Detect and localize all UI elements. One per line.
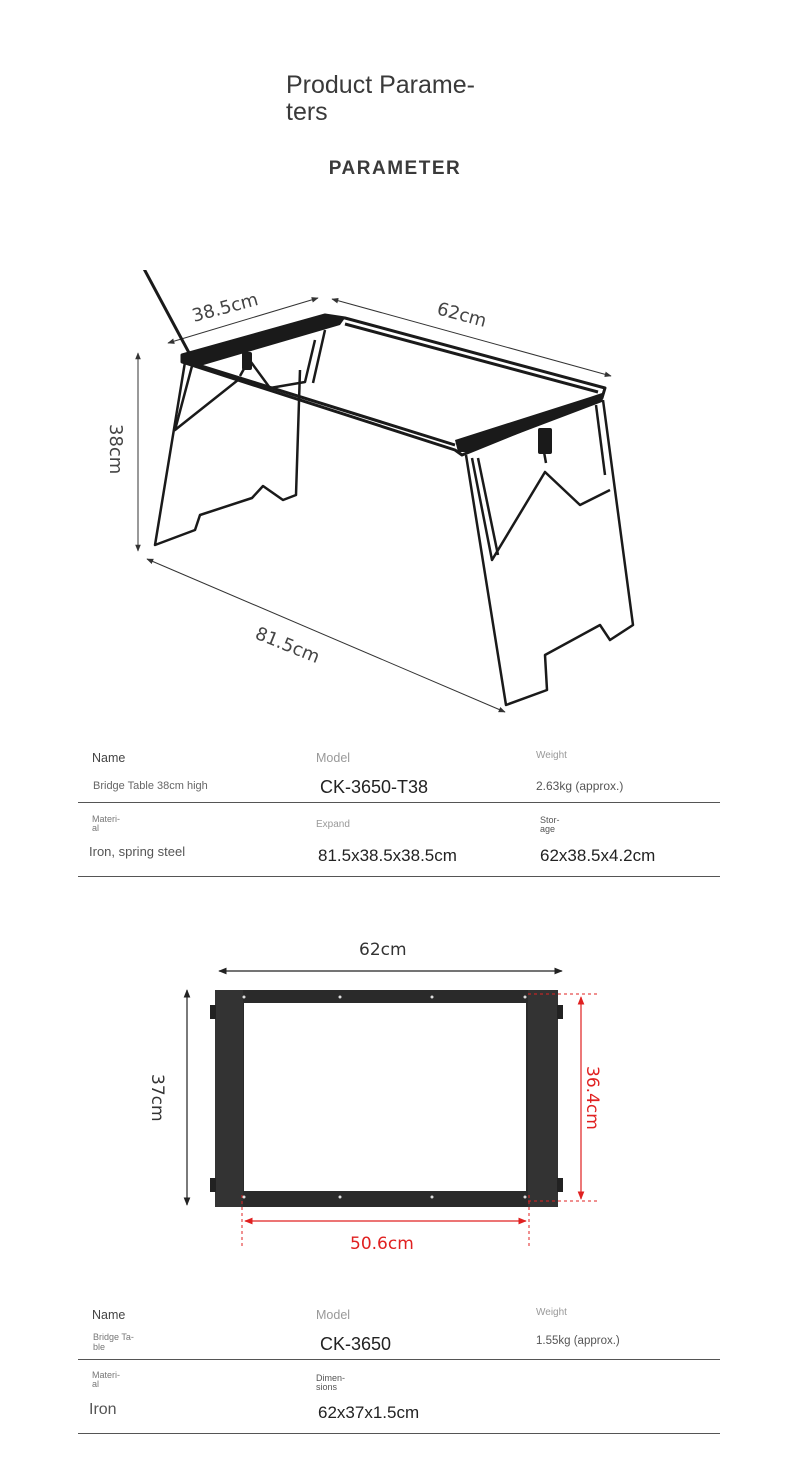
t1-name-value: Bridge Table 38cm high	[93, 780, 208, 792]
dim-label-inner-width: 50.6cm	[350, 1234, 414, 1254]
frame-top-view	[210, 990, 563, 1207]
t1-storage-value: 62x38.5x4.2cm	[540, 846, 656, 865]
t2-name-label: Name	[92, 1308, 126, 1322]
t2-divider-1	[78, 1359, 720, 1360]
t1-expand-label: Expand	[316, 819, 350, 830]
t1-material-label-1: Materi-	[92, 814, 121, 824]
t1-storage-label-2: age	[540, 824, 556, 834]
dim-label-width: 38.5cm	[189, 289, 261, 327]
table-frame-diagram	[0, 270, 790, 730]
page-title: Product Parame- ters	[286, 71, 475, 126]
t1-material-label-2: al	[92, 823, 100, 833]
t1-model-label: Model	[316, 751, 351, 765]
t2-dimensions-label-2: sions	[316, 1382, 338, 1392]
t1-model-value: CK-3650-T38	[320, 777, 429, 797]
t1-weight-label: Weight	[536, 750, 567, 761]
t2-weight-value: 1.55kg (approx.)	[536, 1335, 620, 1347]
t1-expand-value: 81.5x38.5x38.5cm	[318, 846, 457, 865]
dim-label-length: 62cm	[434, 298, 489, 332]
t2-model-value: CK-3650	[320, 1334, 392, 1354]
t1-divider-1	[78, 802, 720, 803]
dim-label-inner-height: 36.4cm	[582, 1066, 602, 1130]
t2-material-label-1: Materi-	[92, 1370, 121, 1380]
dim-label-diagonal: 81.5cm	[252, 623, 323, 668]
t2-model-label: Model	[316, 1308, 351, 1322]
t2-name-value-2: ble	[93, 1342, 106, 1352]
dim-label-height: 38cm	[105, 424, 126, 475]
top-view-diagram	[0, 930, 790, 1260]
t2-dimensions-value: 62x37x1.5cm	[318, 1403, 420, 1422]
t2-name-value-1: Bridge Ta-	[93, 1332, 134, 1342]
t1-divider-2	[78, 876, 720, 877]
t1-weight-value: 2.63kg (approx.)	[536, 779, 624, 793]
dim-label-outer-width: 62cm	[359, 940, 407, 960]
left-legs	[155, 330, 325, 545]
t2-material-label-2: al	[92, 1379, 100, 1389]
section-subtitle: PARAMETER	[328, 158, 462, 179]
t2-dimensions-label-1: Dimen-	[316, 1373, 346, 1383]
t2-weight-label: Weight	[536, 1307, 567, 1318]
dim-line-diagonal	[147, 559, 505, 712]
dim-label-outer-height: 37cm	[147, 1074, 167, 1122]
t2-divider-2	[78, 1433, 720, 1434]
t1-name-label: Name	[92, 751, 126, 765]
t1-storage-label-1: Stor-	[540, 815, 560, 825]
t2-material-value: Iron	[89, 1401, 117, 1418]
t1-material-value: Iron, spring steel	[89, 844, 186, 859]
